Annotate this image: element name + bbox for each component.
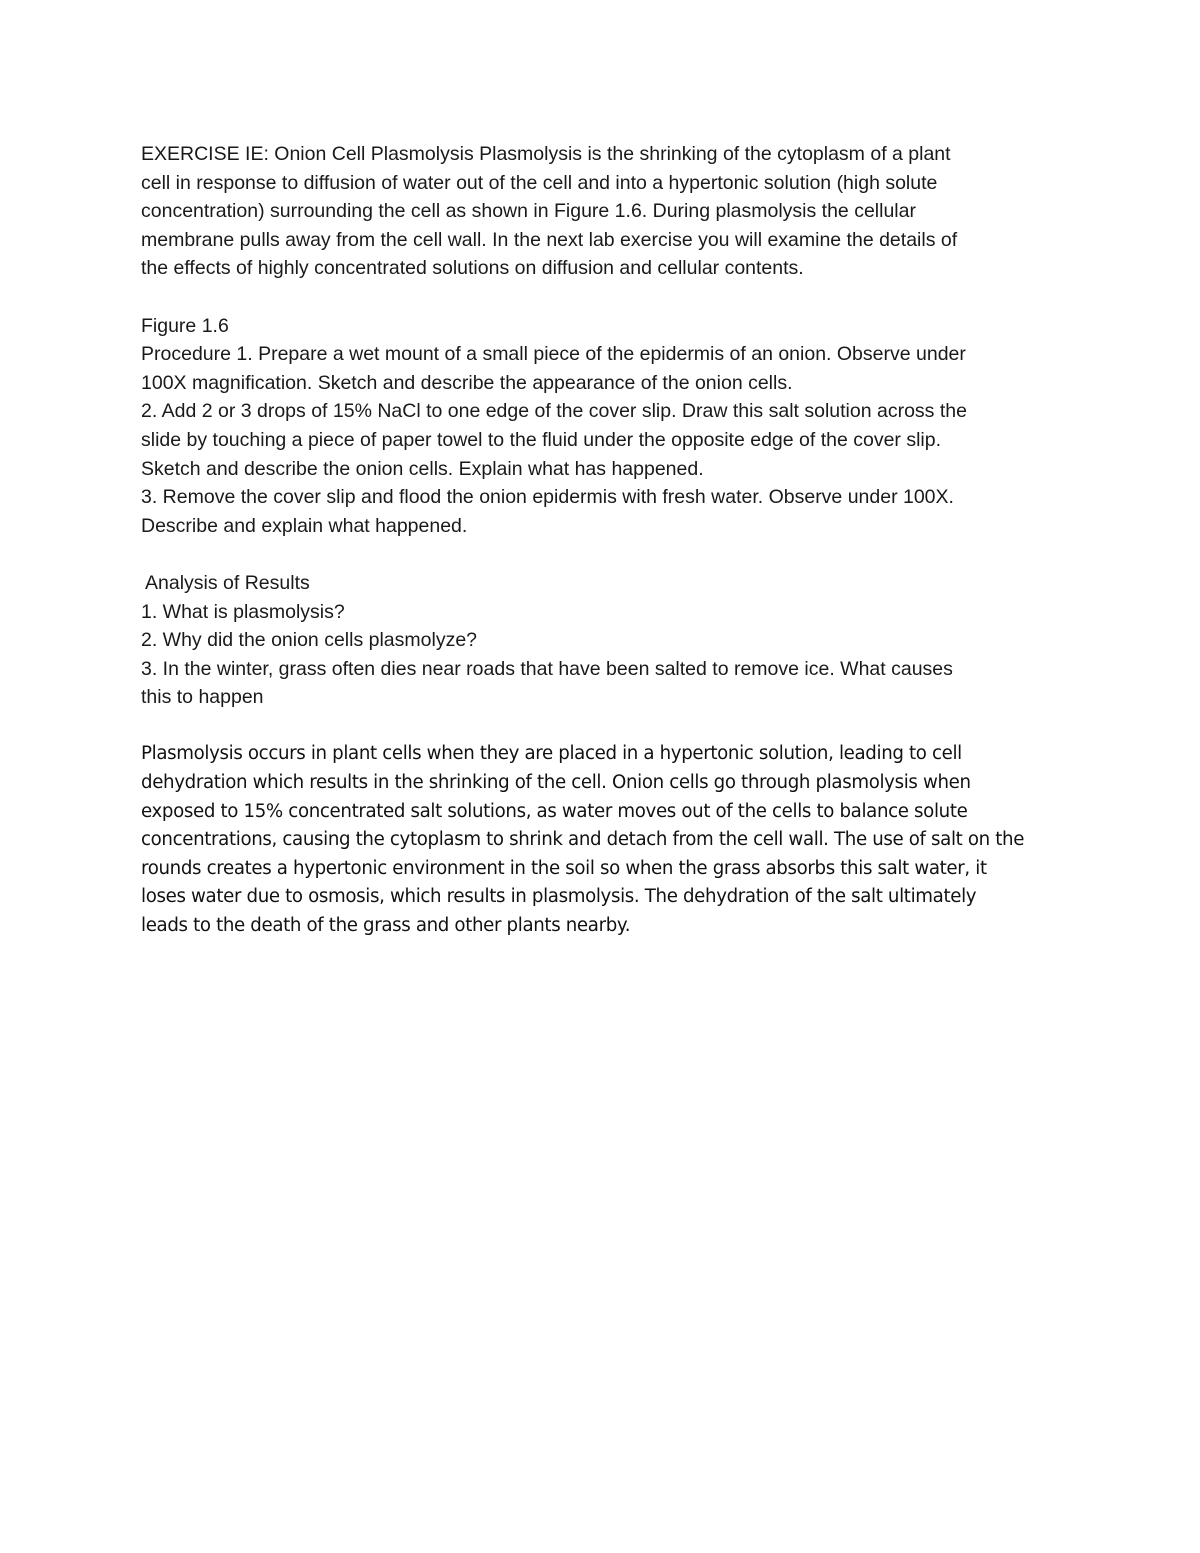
intro-line: membrane pulls away from the cell wall. In the next lab exercise you will examine the details of	[141, 228, 958, 251]
analysis-question-3: 3. In the winter, grass often dies near roads that have been salted to remove ice. What causes	[141, 657, 953, 680]
intro-paragraph	[141, 140, 1071, 283]
paragraph-spacer	[141, 283, 1071, 312]
intro-line: cell in response to diffusion of water out of the cell and into a hypertonic solution (high solute	[141, 171, 938, 194]
paragraph-spacer	[141, 540, 1071, 569]
intro-line: the effects of highly concentrated solutions on diffusion and cellular contents.	[141, 257, 804, 280]
analysis-question-2: 2. Why did the onion cells plasmolyze?	[141, 629, 478, 652]
answer-line: leads to the death of the grass and other plants nearby.	[141, 915, 631, 937]
figure-label: Figure 1.6	[141, 314, 229, 337]
procedure-step-3: 3. Remove the cover slip and flood the onion epidermis with fresh water. Observe under 100X.	[141, 486, 954, 509]
answer-line: rounds creates a hypertonic environment in the soil so when the grass absorbs this salt water, it	[141, 857, 987, 879]
procedure-step-1-cont: 100X magnification. Sketch and describe the appearance of the onion cells.	[141, 371, 793, 394]
answer-line: loses water due to osmosis, which results in plasmolysis. The dehydration of the salt ultimately	[141, 886, 977, 908]
analysis-question-3-cont: this to happen	[141, 686, 264, 709]
analysis-section	[141, 569, 1071, 712]
procedure-step-1: Procedure 1. Prepare a wet mount of a small piece of the epidermis of an onion. Observe under	[141, 343, 966, 366]
procedure-step-2: 2. Add 2 or 3 drops of 15% NaCl to one edge of the cover slip. Draw this salt solution across the	[141, 400, 967, 423]
answer-paragraph	[141, 740, 1071, 940]
document-page	[141, 140, 1071, 941]
paragraph-spacer	[141, 712, 1071, 741]
analysis-question-1: 1. What is plasmolysis?	[141, 600, 345, 623]
intro-line: EXERCISE IE: Onion Cell Plasmolysis Plasmolysis is the shrinking of the cytoplasm of a plant	[141, 143, 951, 165]
procedure-step-2-cont: slide by touching a piece of paper towel to the fluid under the opposite edge of the cover slip.	[141, 428, 942, 451]
procedure-step-3-cont: Describe and explain what happened.	[141, 514, 468, 537]
answer-line: dehydration which results in the shrinking of the cell. Onion cells go through plasmolysis when	[141, 772, 971, 794]
answer-line: Plasmolysis occurs in plant cells when they are placed in a hypertonic solution, leading to cell	[141, 743, 962, 765]
procedure-step-2-cont: Sketch and describe the onion cells. Explain what has happened.	[141, 457, 704, 480]
intro-line: concentration) surrounding the cell as shown in Figure 1.6. During plasmolysis the cellular	[141, 200, 916, 223]
procedure-section	[141, 312, 1071, 541]
answer-line: exposed to 15% concentrated salt solutions, as water moves out of the cells to balance solute	[141, 800, 968, 822]
answer-line: concentrations, causing the cytoplasm to shrink and detach from the cell wall. The use of salt on the	[141, 829, 1025, 851]
analysis-heading: Analysis of Results	[145, 571, 310, 594]
